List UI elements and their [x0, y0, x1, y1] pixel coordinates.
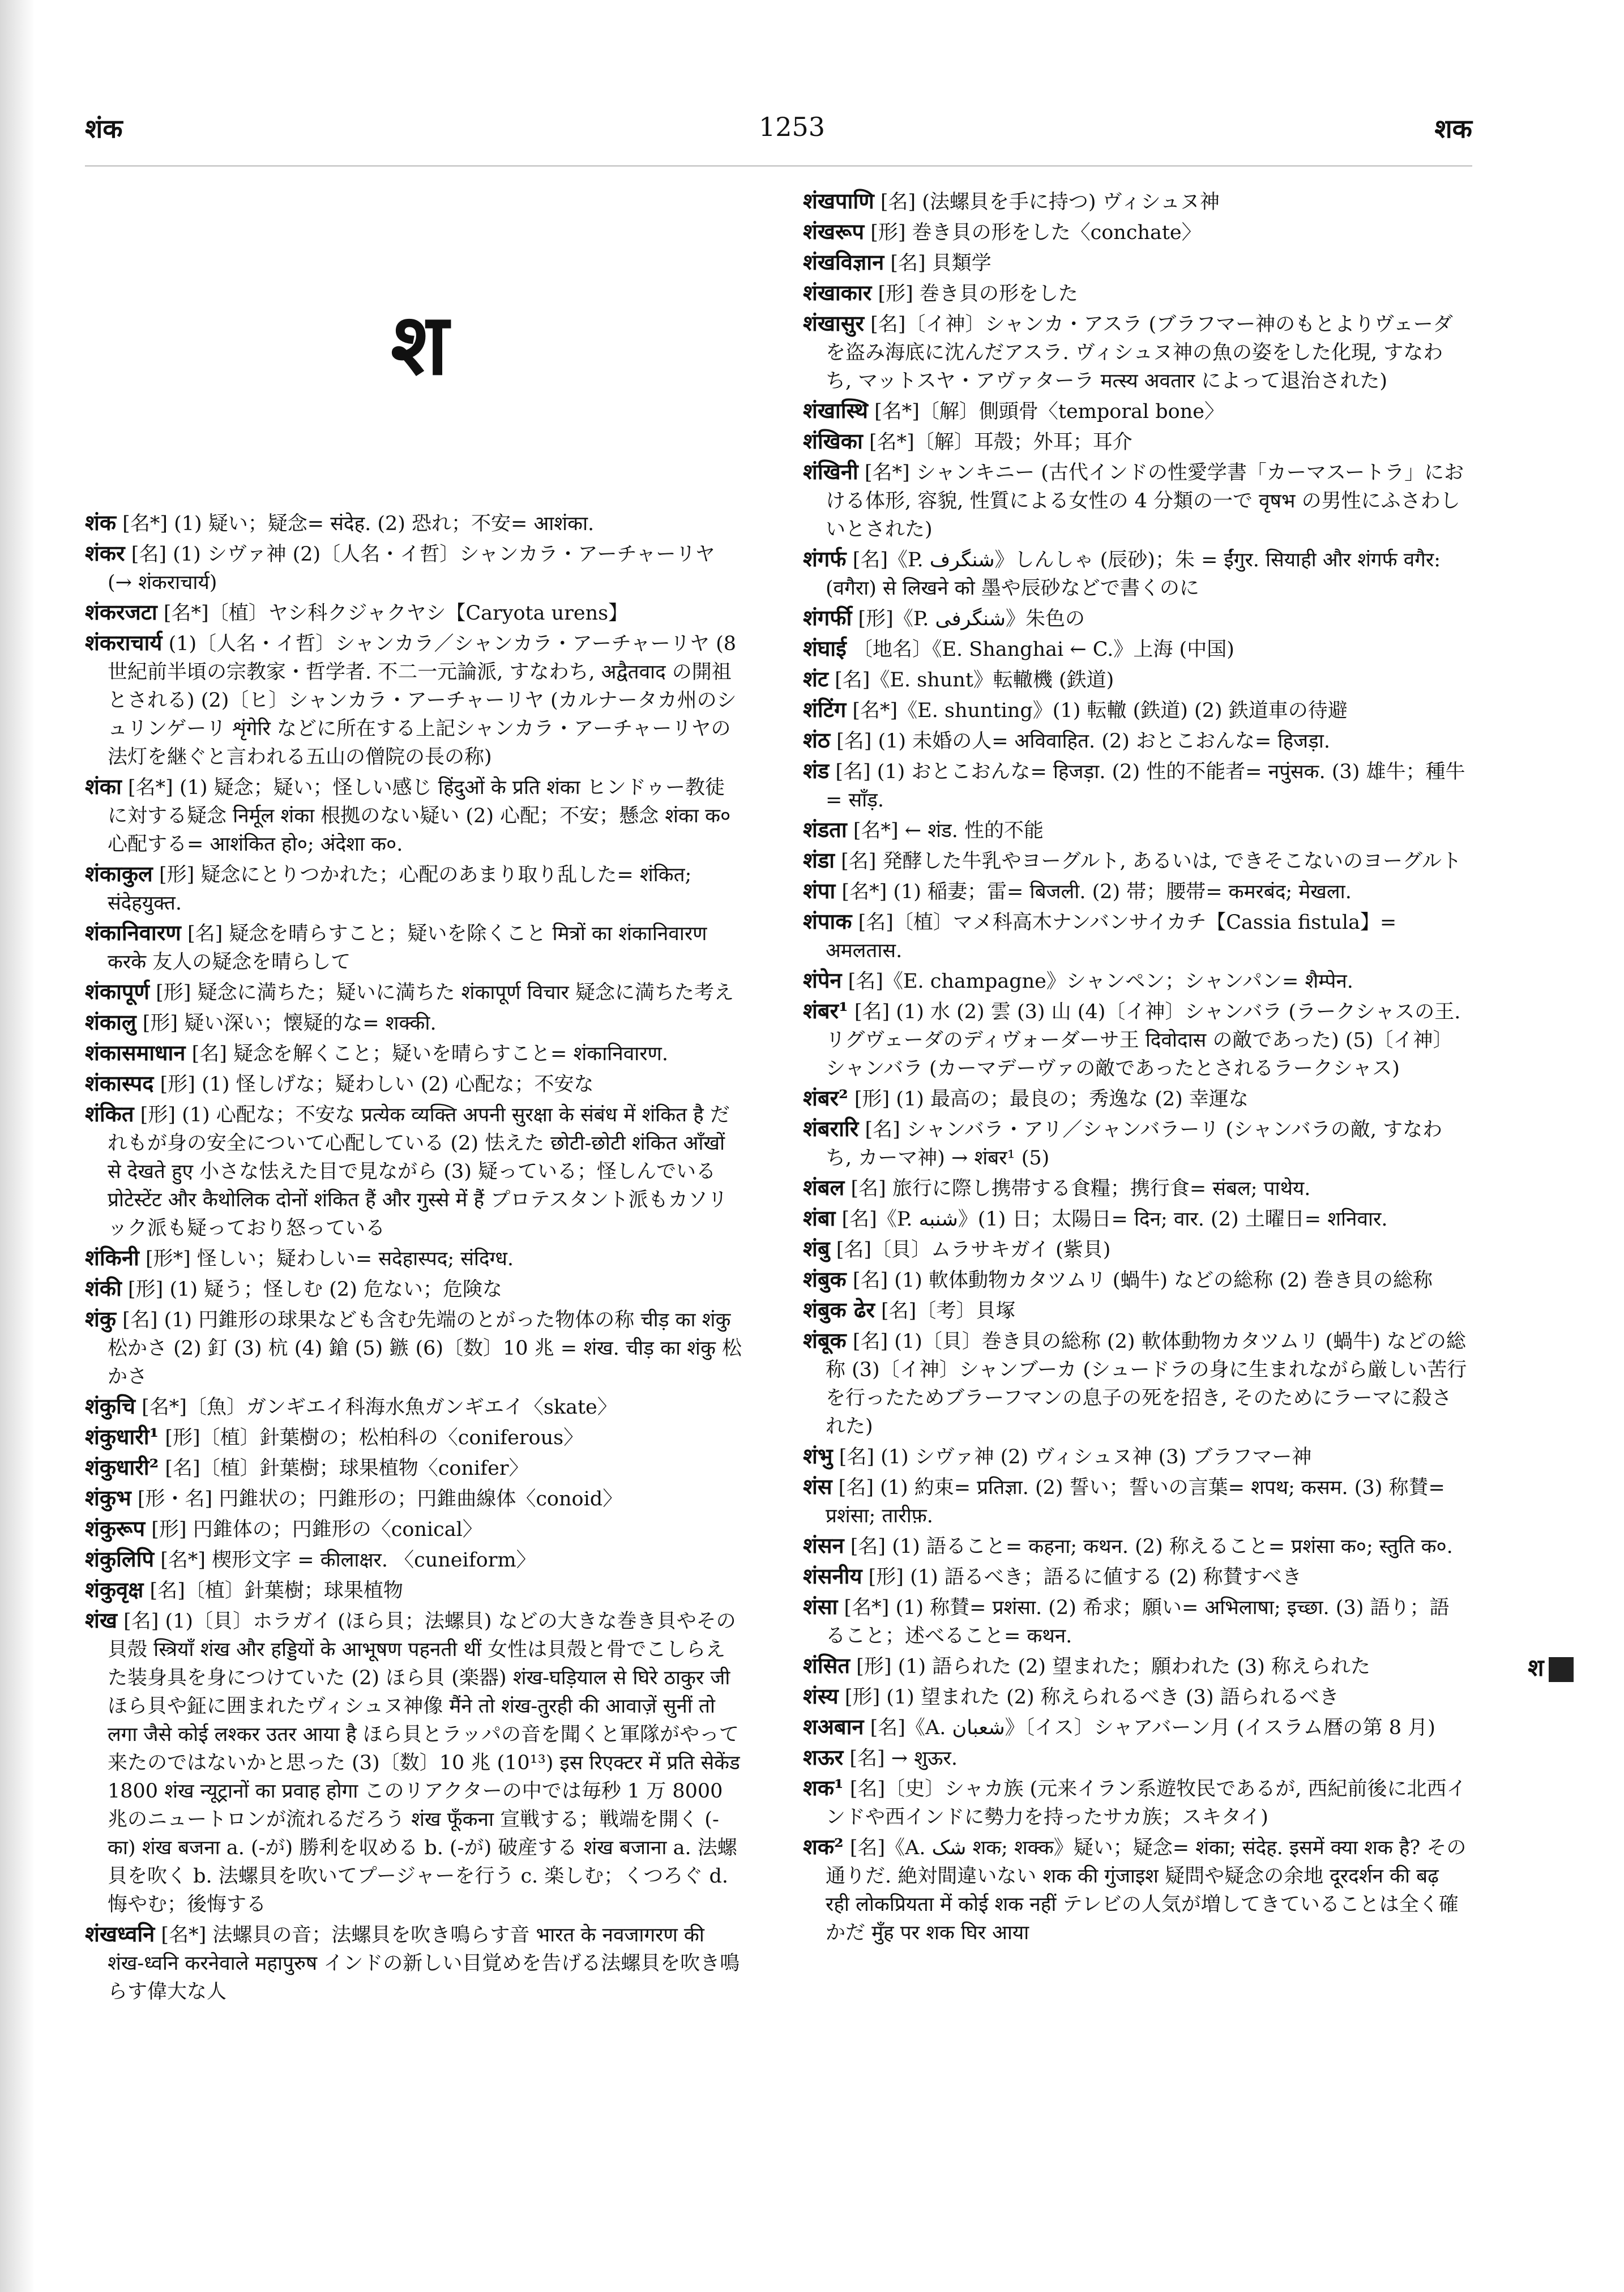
- entry-headword: शंस: [803, 1474, 832, 1499]
- entry-definition: [名*]〔解〕耳殻；外耳；耳介: [869, 431, 1132, 454]
- entry-headword: शंकास्पद: [85, 1070, 154, 1096]
- dictionary-entry: [803, 665, 1468, 694]
- entry-headword: शंकर: [85, 540, 125, 566]
- dictionary-entry: [85, 1453, 742, 1483]
- entry-headword: शंकु: [85, 1306, 117, 1331]
- entry-headword: शंडा: [803, 847, 835, 873]
- dictionary-entry: [803, 1472, 1468, 1530]
- entry-headword: शंबरारि: [803, 1116, 859, 1141]
- dictionary-entry: [803, 217, 1468, 247]
- dictionary-entry: [803, 187, 1468, 216]
- entry-definition: [名*]〔解〕側頭骨〈temporal bone〉: [874, 400, 1224, 423]
- dictionary-entry: [803, 1235, 1468, 1264]
- entry-definition: [名*] 法螺貝の音；法螺貝を吹き鳴らす音 भारत के नवजागरण की शंख-ध्वनि करनेवाले महापुरुष インドの新しい目覚めを告げる法螺貝を吹き鳴らす偉大な人: [108, 1924, 740, 2003]
- dictionary-entry: [803, 604, 1468, 633]
- entry-definition: [名] (1) シヴァ神 (2) ヴィシュヌ神 (3) ブラフマー神: [839, 1446, 1312, 1469]
- header-divider: [85, 165, 1472, 167]
- dictionary-entry: [803, 1833, 1468, 1947]
- entry-headword: शंखविज्ञान: [803, 249, 884, 275]
- left-column: [85, 509, 742, 2007]
- entry-definition: [名] (法螺貝を手に持つ) ヴィシュヌ神: [880, 191, 1220, 214]
- entry-definition: [名*] ← शंड. 性的不能: [853, 820, 1044, 842]
- entry-definition: [名] (1) 円錐形の球果なども含む先端のとがった物体の称 चीड़ का शंकु 松かさ (2) 釘 (3) 杭 (4) 鎗 (5) 鏃 (6)〔数〕10 兆 = शंख. चीड़ का शंकु 松かさ: [108, 1309, 742, 1388]
- dictionary-entry: [85, 1514, 742, 1544]
- entry-headword: शंखास्थि: [803, 398, 868, 423]
- entry-definition: [形] (1) 心配な；不安な प्रत्येक व्यक्ति अपनी सुरक्षा के संबंध में शंकित है だれもが身の安全について心配している (2) 怯えた छोटी-छोटी शंकित आँखों से देखते हुए 小さな怯えた目で見ながら (3) 疑っている；怪しんでいる प्रोटेस्टेंट और कैथोलिक दोनों शंकित हैं और गुस्से में हैं プロテスタント派もカソリック派も疑っており怒っている: [108, 1104, 730, 1240]
- entry-definition: [名] 貝類学: [890, 252, 992, 275]
- entry-headword: शंकानिवारण: [85, 920, 181, 945]
- entry-definition: [名] (1) 約束= प्रतिज्ञा. (2) 誓い；誓いの言葉= शपथ; कसम. (3) 称賛= प्रशंसा; तारीफ़.: [826, 1476, 1445, 1527]
- entry-headword: शंबु: [803, 1236, 830, 1261]
- entry-definition: [名*] (1) 称賛= प्रशंसा. (2) 希求；願い= अभिलाषा; इच्छा. (3) 語り；語ること；述べること= कथन.: [826, 1597, 1450, 1647]
- dictionary-entry: [85, 860, 742, 917]
- entry-definition: [名*]〔魚〕ガンギエイ科海水魚ガンギエイ〈skate〉: [142, 1396, 617, 1419]
- entry-definition: [名] (1) 未婚の人= अविवाहित. (2) おとこおんな= हिजड़ा.: [836, 730, 1330, 753]
- dictionary-entry: [803, 1651, 1468, 1681]
- dictionary-entry: [803, 695, 1468, 725]
- entry-definition: [形] 円錐体の；円錐形の〈conical〉: [151, 1518, 482, 1541]
- dictionary-entry: [803, 726, 1468, 756]
- entry-definition: [形] 疑念に満ちた；疑いに満ちた शंकापूर्ण विचार 疑念に満ちた考え: [156, 981, 734, 1004]
- dictionary-entry: [803, 1562, 1468, 1591]
- entry-definition: [形] 巻き貝の形をした〈conchate〉: [870, 221, 1202, 244]
- entry-headword: शंडता: [803, 817, 847, 842]
- entry-headword: शंबा: [803, 1205, 836, 1231]
- dictionary-entry: [85, 1484, 742, 1513]
- entry-headword: शंक: [85, 510, 117, 535]
- entry-definition: [名]《A. شک शक; शक्क》疑い；疑念= शंका; संदेह. इसमें क्या शक है? その通りだ. 絶対間違いない शक की गुंजाइश 疑問や疑念の余地 दूरदर्शन की बढ़ रही लोकप्रियता में कोई शक नहीं テレビの人気が増してきていることは全く確かだ मुँह पर शक घिर आया: [826, 1837, 1467, 1944]
- entry-headword: शंकिनी: [85, 1245, 139, 1270]
- dictionary-entry: [85, 1606, 742, 1919]
- dictionary-entry: [803, 396, 1468, 426]
- entry-definition: [名]《A. شعبان》〔イス〕シャアバーン月 (イスラム暦の第 8 月): [870, 1717, 1435, 1739]
- entry-definition: [名]〔植〕針葉樹；球果植物: [149, 1580, 403, 1602]
- entry-headword: शंड: [803, 758, 830, 783]
- entry-headword: शंबर¹: [803, 998, 848, 1023]
- entry-definition: [名] (1) 語ること= कहना; कथन. (2) 称えること= प्रशंसा क०; स्तुति क०.: [850, 1535, 1453, 1558]
- thumb-index-letter: श: [1528, 1654, 1544, 1681]
- entry-definition: [形] (1) 疑う；怪しむ (2) 危ない；危険な: [128, 1278, 502, 1301]
- entry-definition: [形・名] 円錐状の；円錐形の；円錐曲線体〈conoid〉: [137, 1488, 623, 1510]
- dictionary-entry: [803, 757, 1468, 814]
- entry-definition: [名]〔貝〕ムラサキガイ (紫貝): [836, 1239, 1111, 1261]
- dictionary-entry: [85, 1039, 742, 1068]
- entry-definition: [形] (1) 怪しげな；疑わしい (2) 心配な；不安な: [160, 1073, 594, 1096]
- dictionary-entry: [803, 1326, 1468, 1441]
- dictionary-entry: [803, 966, 1468, 996]
- dictionary-entry: [803, 1593, 1468, 1650]
- entry-headword: शंखिका: [803, 428, 863, 454]
- dictionary-entry: [85, 1423, 742, 1452]
- entry-headword: शंखासुर: [803, 310, 864, 336]
- entry-headword: शंठ: [803, 727, 830, 753]
- dictionary-entry: [85, 509, 742, 538]
- entry-headword: शंखाकार: [803, 280, 872, 305]
- entry-definition: [形]〔植〕針葉樹の；松柏科の〈coniferous〉: [165, 1427, 584, 1449]
- dictionary-entry: [803, 545, 1468, 603]
- entry-definition: [名] 疑念を解くこと；疑いを晴らすこと= शंकानिवारण.: [191, 1043, 668, 1065]
- entry-headword: शंबुक ढेर: [803, 1297, 875, 1322]
- entry-definition: [名]〔植〕針葉樹；球果植物〈conifer〉: [165, 1457, 529, 1480]
- entry-headword: शंकापूर्ण: [85, 979, 149, 1004]
- dictionary-entry: [803, 1204, 1468, 1234]
- entry-definition: [形] 巻き貝の形をした: [878, 283, 1078, 305]
- dictionary-entry: [803, 279, 1468, 308]
- entry-definition: [名]〔考〕貝塚: [881, 1300, 1016, 1322]
- entry-definition: [名*] (1) 疑念；疑い；怪しい感じ हिंदुओं के प्रति शंका ヒンドゥー教徒に対する疑念 निर्मूल शंका 根拠のない疑い (2) 心配；不安；懸念 शंका क० 心配する= आशंकित हो०; अंदेशा क०.: [108, 776, 731, 856]
- scan-edge-shadow: [0, 0, 35, 2292]
- entry-headword: शंकालु: [85, 1009, 136, 1035]
- dictionary-entry: [85, 919, 742, 976]
- dictionary-entry: [803, 1531, 1468, 1561]
- dictionary-entry: [803, 877, 1468, 906]
- entry-definition: [形] (1) 最高の；最良の；秀逸な (2) 幸運な: [854, 1088, 1249, 1111]
- entry-definition: [形] (1) 望まれた (2) 称えられるべき (3) 語られるべき: [844, 1686, 1339, 1709]
- page-number: 1253: [759, 112, 826, 142]
- entry-definition: [名] 疑念を晴らすこと；疑いを除くこと मित्रों का शंकानिवारण करके 友人の疑念を晴らして: [108, 923, 707, 974]
- dictionary-entry: [85, 1545, 742, 1574]
- dictionary-entry: [85, 1100, 742, 1243]
- page-header: [85, 110, 1472, 161]
- entry-definition: [形] (1) 語るべき；語るに値する (2) 称賛すべき: [868, 1566, 1302, 1589]
- entry-definition: [形*] 怪しい；疑わしい= सदेहास्पद; संदिग्ध.: [145, 1248, 514, 1270]
- entry-definition: [名*] (1) 稲妻；雷= बिजली. (2) 帯；腰帯= कमरबंद; मेखला.: [841, 881, 1352, 903]
- entry-definition: [名]《P. شنبه》(1) 日；太陽日= दिन; वार. (2) 土曜日= शनिवार.: [841, 1208, 1388, 1231]
- entry-definition: [名*] シャンキニー (古代インドの性愛学書「カーマスートラ」における体形, 容貌, 性質による女性の 4 分類の一で वृषभ の男性にふさわしいとされた): [826, 462, 1464, 541]
- entry-headword: शंपाक: [803, 908, 852, 934]
- dictionary-entry: [803, 1115, 1468, 1172]
- entry-headword: शंबर²: [803, 1085, 848, 1111]
- entry-headword: शंकुभ: [85, 1485, 131, 1510]
- dictionary-entry: [85, 1069, 742, 1099]
- entry-definition: (1)〔人名・イ哲〕シャンカラ／シャンカラ・アーチャーリヤ (8 世紀前半頃の宗教家・哲学者. 不二一元論派, すなわち, अद्वैतवाद の開祖とされる) (2)〔ヒ〕シャンカラ・アーチャーリヤ (カルナータカ州のシュリンゲーリ शृंगेरि などに所在する上記シャンカラ・アーチャーリヤの法灯を継ぐと言われる五山の僧院の長の称): [108, 633, 737, 769]
- entry-definition: [形] 疑念にとりつかれた；心配のあまり取り乱した= शंकित; संदेहयुक्त.: [108, 864, 692, 915]
- entry-definition: [名*]〔植〕ヤシ科クジャクヤシ【Caryota urens】: [163, 602, 629, 625]
- entry-headword: शंकुधारी¹: [85, 1424, 159, 1449]
- entry-headword: शंकुचि: [85, 1393, 135, 1419]
- entry-headword: शंकित: [85, 1101, 134, 1126]
- entry-definition: [形] (1) 語られた (2) 望まれた；願われた (3) 称えられた: [856, 1655, 1370, 1678]
- dictionary-entry: [85, 1305, 742, 1391]
- entry-headword: शंकुलिपि: [85, 1546, 155, 1572]
- entry-definition: [名] (1) 水 (2) 雲 (3) 山 (4)〔イ神〕シャンバラ (ラークシャスの王. リグヴェーダのディヴォーダーサ王 दिवोदास の敵であった) (5)〔イ神〕シャンバラ (カーマデーヴァの敵であったとされるラークシャス): [826, 1001, 1461, 1080]
- dictionary-entry: [803, 1084, 1468, 1113]
- dictionary-entry: [803, 634, 1468, 664]
- entry-headword: शंकुवृक्ष: [85, 1577, 144, 1602]
- entry-headword: शंबल: [803, 1175, 845, 1200]
- dictionary-entry: [803, 1442, 1468, 1471]
- dictionary-entry: [803, 309, 1468, 395]
- entry-definition: [名]〔イ神〕シャンカ・アスラ (ブラフマー神のもとよりヴェーダを盗み海底に沈んだアスラ. ヴィシュヌ神の魚の姿をした化現, すなわち, マットスヤ・アヴァターラ मत्स्य अवतार によって退治された): [826, 313, 1453, 392]
- entry-headword: शंसनीय: [803, 1563, 862, 1589]
- entry-definition: [名]〔植〕マメ科高木ナンバンサイカチ【Cassia fistula】= अमलतास.: [826, 911, 1397, 962]
- entry-definition: [名*] (1) 疑い；疑念= संदेह. (2) 恐れ；不安= आशंका.: [122, 513, 595, 535]
- entry-definition: [形]《P. شنگرفی》朱色の: [858, 608, 1085, 630]
- dictionary-entry: [803, 997, 1468, 1083]
- dictionary-entry: [803, 1265, 1468, 1295]
- dictionary-entry: [85, 1920, 742, 2006]
- entry-definition: [名] (1) おとこおんな= हिजड़ा. (2) 性的不能者= नपुंसक. (3) 雄牛；種牛= साँड़.: [826, 761, 1465, 812]
- dictionary-entry: [85, 1008, 742, 1038]
- entry-headword: शंकी: [85, 1275, 122, 1301]
- entry-headword: शंसा: [803, 1594, 838, 1619]
- entry-headword: शक¹: [803, 1775, 844, 1800]
- entry-definition: 〔地名〕《E. Shanghai ← C.》上海 (中国): [852, 638, 1234, 661]
- dictionary-entry: [803, 846, 1468, 876]
- dictionary-entry: [85, 598, 742, 628]
- dictionary-entry: [803, 1743, 1468, 1773]
- entry-headword: शंखपाणि: [803, 188, 874, 214]
- entry-headword: शंकाकुल: [85, 861, 153, 886]
- entry-headword: शंख: [85, 1607, 117, 1633]
- thumb-index-tab: [1528, 1651, 1596, 1691]
- dictionary-entry: [85, 629, 742, 771]
- entry-headword: शंपेन: [803, 967, 842, 993]
- entry-headword: शंपा: [803, 878, 836, 903]
- entry-definition: [名] シャンバラ・アリ／シャンバラーリ (シャンバラの敵, すなわち, カーマ神) → शंबर¹ (5): [826, 1119, 1443, 1170]
- entry-headword: शंस्य: [803, 1683, 839, 1709]
- dictionary-entry: [803, 458, 1468, 544]
- entry-definition: [名] (1) シヴァ神 (2)〔人名・イ哲〕シャンカラ・アーチャーリヤ (→ शंकराचार्य): [108, 543, 715, 594]
- entry-definition: [名*] 楔形文字 = कीलाक्षर. 〈cuneiform〉: [160, 1549, 536, 1572]
- entry-headword: शंकुरूप: [85, 1516, 146, 1541]
- dictionary-entry: [85, 1576, 742, 1605]
- entry-definition: [名]《E. champagne》シャンペン；シャンパン= शैम्पेन.: [848, 970, 1353, 993]
- entry-headword: शंबूक: [803, 1328, 847, 1353]
- entry-definition: [名] → शुऊर.: [849, 1747, 958, 1770]
- entry-headword: शंभु: [803, 1443, 833, 1469]
- entry-definition: [名]〔史〕シャカ族 (元来イラン系遊牧民であるが, 西紀前後に北西インドや西インドに勢力を持ったサカ族；スキタイ): [826, 1778, 1467, 1829]
- entry-definition: [名] 旅行に際し携帯する食糧；携行食= संबल; पाथेय.: [851, 1177, 1311, 1200]
- entry-definition: [名] (1) 軟体動物カタツムリ (蝸牛) などの総称 (2) 巻き貝の総称: [852, 1269, 1433, 1292]
- entry-headword: शंकरजटा: [85, 599, 157, 625]
- entry-headword: शक²: [803, 1834, 844, 1859]
- dictionary-entry: [85, 1392, 742, 1422]
- dictionary-entry: [803, 1682, 1468, 1711]
- entry-definition: [名] 発酵した牛乳やヨーグルト, あるいは, できそこないのヨーグルト: [841, 850, 1461, 873]
- entry-headword: शंखध्वनि: [85, 1921, 155, 1947]
- entry-headword: शंगर्फ: [803, 546, 847, 571]
- entry-headword: शअबान: [803, 1714, 864, 1739]
- dictionary-entry: [803, 1774, 1468, 1832]
- dictionary-entry: [85, 1274, 742, 1304]
- entry-headword: शंसन: [803, 1533, 844, 1558]
- right-column: [803, 187, 1468, 1948]
- dictionary-entry: [85, 978, 742, 1007]
- entry-headword: शंबुक: [803, 1266, 847, 1292]
- entry-headword: शंकासमाधान: [85, 1040, 186, 1065]
- entry-headword: शंट: [803, 666, 828, 692]
- dictionary-entry: [803, 1713, 1468, 1742]
- entry-headword: शंसित: [803, 1653, 851, 1678]
- dictionary-entry: [803, 907, 1468, 965]
- guide-word-right: शक: [1434, 113, 1472, 144]
- dictionary-entry: [803, 248, 1468, 278]
- entry-headword: शंखिनी: [803, 459, 858, 484]
- dictionary-entry: [85, 539, 742, 597]
- entry-definition: [名]《E. shunt》転轍機 (鉄道): [835, 669, 1114, 692]
- entry-headword: शंकुधारी²: [85, 1454, 159, 1480]
- entry-headword: शंखरूप: [803, 219, 865, 244]
- guide-word-left: शंक: [85, 113, 123, 144]
- entry-headword: शंटिंग: [803, 697, 847, 722]
- entry-definition: [形] 疑い深い；懐疑的な= शक्की.: [142, 1012, 437, 1035]
- entry-definition: [名] (1)〔貝〕巻き貝の総称 (2) 軟体動物カタツムリ (蝸牛) などの総称 (3)〔イ神〕シャンブーカ (シュードラの身に生まれながら厳しい苦行を行ったためブラーフマンの息子の死を招き, そのためにラーマに殺された): [826, 1330, 1467, 1438]
- entry-headword: शंका: [85, 774, 122, 799]
- entry-definition: [名] (1)〔貝〕ホラガイ (ほら貝；法螺貝) などの大きな巻き貝やその貝殻 स्त्रियाँ शंख और हड्डियों के आभूषण पहनती थीं 女性は貝殻と骨でこしらえた装身具を身につけていた (2) ほら貝 (楽器) शंख-घड़ियाल से घिरे ठाकुर जी ほら貝や鉦に囲まれたヴィシュヌ神像 मैंने तो शंख-तुरही की आवाज़ें सुनीं तो लगा जैसे कोई लश्कर उतर आया है ほら貝とラッパの音を聞くと軍隊がやって来たのではないかと思った (3)〔数〕10 兆 (10¹³) इस रिएक्टर में प्रति सेकेंड 1800 शंख न्यूट्रानों का प्रवाह होगा このリアクターの中では毎秒 1 万 8000 兆のニュートロンが流れるだろう शंख फूँकना 宣戦する；戦端を開く (-का) शंख बजना a. (-が) 勝利を収める b. (-が) 破産する शंख बजाना a. 法螺貝を吹く b. 法螺貝を吹いてプージャーを行う c. 楽しむ；くつろぐ d. 悔やむ；後悔する: [108, 1610, 740, 1916]
- section-letter: श: [391, 294, 449, 394]
- dictionary-entry: [803, 1296, 1468, 1325]
- dictionary-entry: [803, 816, 1468, 845]
- entry-headword: शंगर्फी: [803, 605, 852, 630]
- entry-headword: शंघाई: [803, 635, 847, 661]
- dictionary-entry: [803, 1173, 1468, 1203]
- entry-headword: शऊर: [803, 1744, 844, 1770]
- thumb-index-marker: [1549, 1657, 1574, 1682]
- dictionary-entry: [85, 1244, 742, 1273]
- entry-definition: [名*]《E. shunting》(1) 転轍 (鉄道) (2) 鉄道車の待避: [852, 699, 1348, 722]
- dictionary-entry: [803, 427, 1468, 456]
- dictionary-entry: [85, 772, 742, 859]
- entry-headword: शंकराचार्य: [85, 630, 163, 655]
- entry-definition: [名]《P. شنگرف》しんしゃ (辰砂)；朱 = ईंगुर. सियाही और शंगर्फ वगैर: (वगैरा) से लिखने को 墨や辰砂などで書くのに: [826, 549, 1441, 600]
